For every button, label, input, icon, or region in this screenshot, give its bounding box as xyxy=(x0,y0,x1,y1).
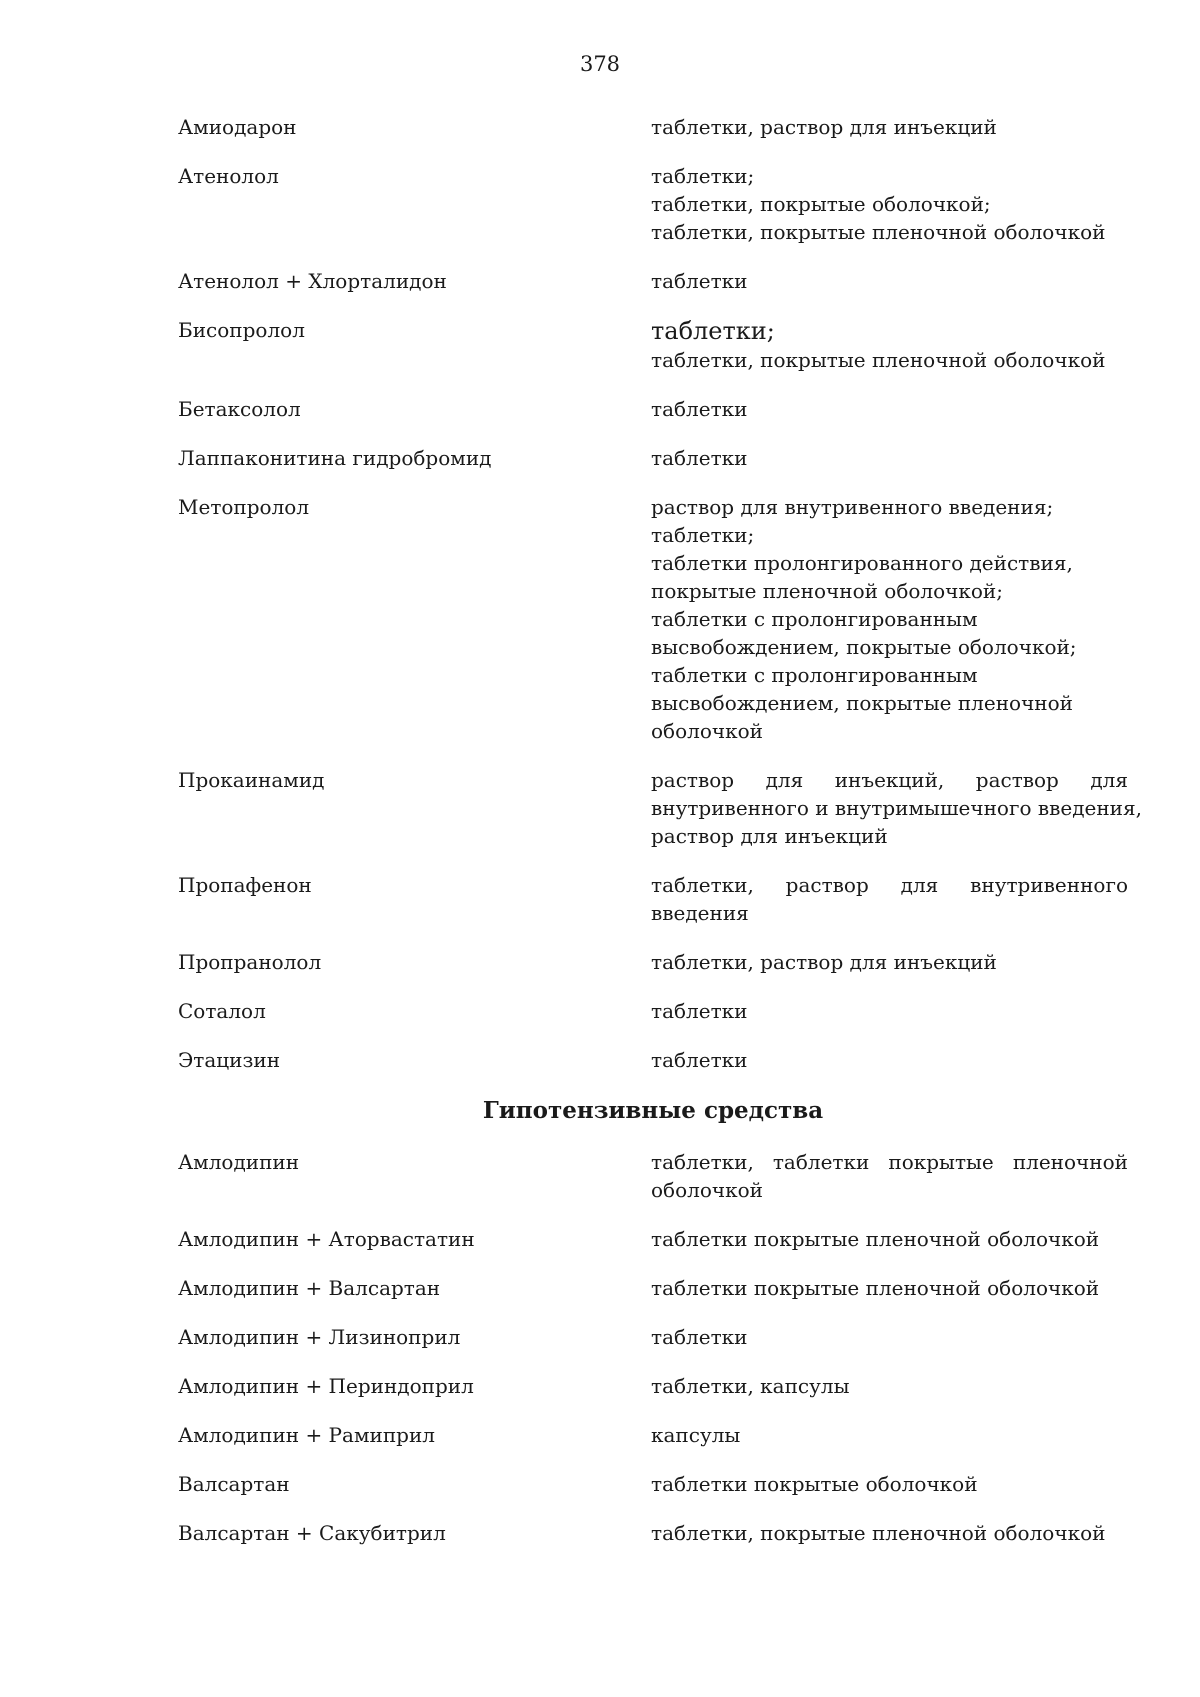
form-line: таблетки с пролонгированным xyxy=(651,663,978,687)
form-line: таблетки, покрытые пленочной оболочкой xyxy=(651,220,1106,244)
drug-name: Соталол xyxy=(178,999,266,1023)
form-line: таблетки, покрытые пленочной оболочкой xyxy=(651,1521,1106,1545)
table-row xyxy=(178,1470,1128,1498)
drug-forms xyxy=(651,1225,1128,1253)
form-line: покрытые пленочной оболочкой; xyxy=(651,579,1003,603)
form-word: раствор xyxy=(975,768,1059,792)
form-word: для xyxy=(1090,768,1128,792)
drug-forms xyxy=(651,871,1128,927)
table-row xyxy=(178,395,1128,423)
drug-name: Прокаинамид xyxy=(178,768,325,792)
form-line-justified xyxy=(651,766,1128,794)
table-row xyxy=(178,948,1128,976)
form-word: таблетки, xyxy=(651,1150,754,1174)
section-heading: Гипотензивные средства xyxy=(482,1097,824,1124)
table-row xyxy=(178,1274,1128,1302)
drug-forms xyxy=(651,1274,1128,1302)
table-row xyxy=(178,162,1128,246)
drug-name: Этацизин xyxy=(178,1048,281,1072)
form-line: внутривенного и внутримышечного введения, xyxy=(651,796,1142,820)
drug-name: Атенолол xyxy=(178,164,279,188)
drug-forms xyxy=(651,997,1128,1025)
form-line-justified xyxy=(651,1148,1128,1176)
drug-forms xyxy=(651,1046,1128,1074)
table-row xyxy=(178,113,1128,141)
drug-forms xyxy=(651,395,1128,423)
form-line: таблетки xyxy=(651,999,748,1023)
form-line: таблетки; xyxy=(651,523,755,547)
drug-forms xyxy=(651,948,1128,976)
form-line: раствор для внутривенного введения; xyxy=(651,495,1054,519)
form-line: таблетки, покрытые оболочкой; xyxy=(651,192,991,216)
drug-name: Лаппаконитина гидробромид xyxy=(178,446,492,470)
drug-name: Атенолол + Хлорталидон xyxy=(178,269,447,293)
drug-forms xyxy=(651,267,1128,295)
drug-forms xyxy=(651,1323,1128,1351)
form-line: таблетки xyxy=(651,397,748,421)
form-word: пленочной xyxy=(1012,1150,1128,1174)
drug-name: Метопролол xyxy=(178,495,310,519)
form-word: раствор xyxy=(785,873,869,897)
drug-forms xyxy=(651,766,1142,850)
form-word: для xyxy=(900,873,939,897)
drug-name: Амлодипин + Рамиприл xyxy=(178,1423,435,1447)
table-row xyxy=(178,1372,1128,1400)
form-line: оболочкой xyxy=(651,719,763,743)
table-row xyxy=(178,493,1128,745)
table-row xyxy=(178,1148,1128,1204)
drug-name: Амлодипин + Периндоприл xyxy=(178,1374,474,1398)
drug-forms xyxy=(651,162,1128,246)
form-line: раствор для инъекций xyxy=(651,824,888,848)
drug-forms xyxy=(651,1470,1128,1498)
form-line: таблетки xyxy=(651,446,748,470)
form-word: для xyxy=(765,768,804,792)
form-word: внутривенного xyxy=(970,873,1128,897)
form-line: таблетки, раствор для инъекций xyxy=(651,950,997,974)
form-line: таблетки; xyxy=(651,164,755,188)
table-row xyxy=(178,1046,1128,1074)
form-line: таблетки xyxy=(651,1048,748,1072)
form-word: раствор xyxy=(651,768,735,792)
form-line: таблетки xyxy=(651,269,748,293)
table-row xyxy=(178,1225,1128,1253)
drug-name: Пропафенон xyxy=(178,873,312,897)
drug-name: Амлодипин xyxy=(178,1150,300,1174)
form-line: таблетки пролонгированного действия, xyxy=(651,551,1073,575)
form-word: таблетки xyxy=(772,1150,870,1174)
drug-forms xyxy=(651,113,1128,141)
form-line: таблетки; xyxy=(651,317,775,345)
drug-forms xyxy=(651,1421,1128,1449)
drug-name: Амлодипин + Аторвастатин xyxy=(178,1227,475,1251)
drug-forms xyxy=(651,1148,1128,1204)
form-word: инъекций, xyxy=(834,768,945,792)
form-line: таблетки, раствор для инъекций xyxy=(651,115,997,139)
table-row xyxy=(178,1421,1128,1449)
drug-name: Амлодипин + Валсартан xyxy=(178,1276,441,1300)
table-row xyxy=(178,267,1128,295)
form-line: таблетки покрытые пленочной оболочкой xyxy=(651,1276,1100,1300)
form-line-justified xyxy=(651,871,1128,899)
table-row xyxy=(178,871,1128,927)
drug-name: Валсартан xyxy=(178,1472,290,1496)
table-row xyxy=(178,997,1128,1025)
drug-table-top xyxy=(178,113,1142,1568)
form-word: покрытые xyxy=(888,1150,994,1174)
form-line: таблетки, покрытые пленочной оболочкой xyxy=(651,348,1106,372)
drug-forms xyxy=(651,316,1128,374)
form-line: таблетки покрытые пленочной оболочкой xyxy=(651,1227,1100,1251)
drug-forms xyxy=(651,1519,1128,1547)
form-line: таблетки с пролонгированным xyxy=(651,607,978,631)
drug-name: Валсартан + Сакубитрил xyxy=(178,1521,446,1545)
drug-name: Бисопролол xyxy=(178,318,305,342)
table-row xyxy=(178,1519,1128,1547)
form-word: таблетки, xyxy=(651,873,754,897)
page-number: 378 xyxy=(579,52,621,76)
form-line: капсулы xyxy=(651,1423,741,1447)
drug-forms xyxy=(651,1372,1128,1400)
form-line: оболочкой xyxy=(651,1178,763,1202)
form-line: высвобождением, покрытые пленочной xyxy=(651,691,1074,715)
table-row xyxy=(178,766,1142,850)
drug-name: Амиодарон xyxy=(178,115,297,139)
drug-forms xyxy=(651,493,1128,745)
table-row xyxy=(178,1323,1128,1351)
drug-name: Пропранолол xyxy=(178,950,322,974)
table-row xyxy=(178,316,1128,374)
form-line: таблетки, капсулы xyxy=(651,1374,850,1398)
form-line: высвобождением, покрытые оболочкой; xyxy=(651,635,1077,659)
table-row xyxy=(178,444,1128,472)
form-line: таблетки покрытые оболочкой xyxy=(651,1472,978,1496)
drug-forms xyxy=(651,444,1128,472)
drug-name: Бетаксолол xyxy=(178,397,301,421)
drug-name: Амлодипин + Лизиноприл xyxy=(178,1325,461,1349)
form-line: таблетки xyxy=(651,1325,748,1349)
form-line: введения xyxy=(651,901,749,925)
